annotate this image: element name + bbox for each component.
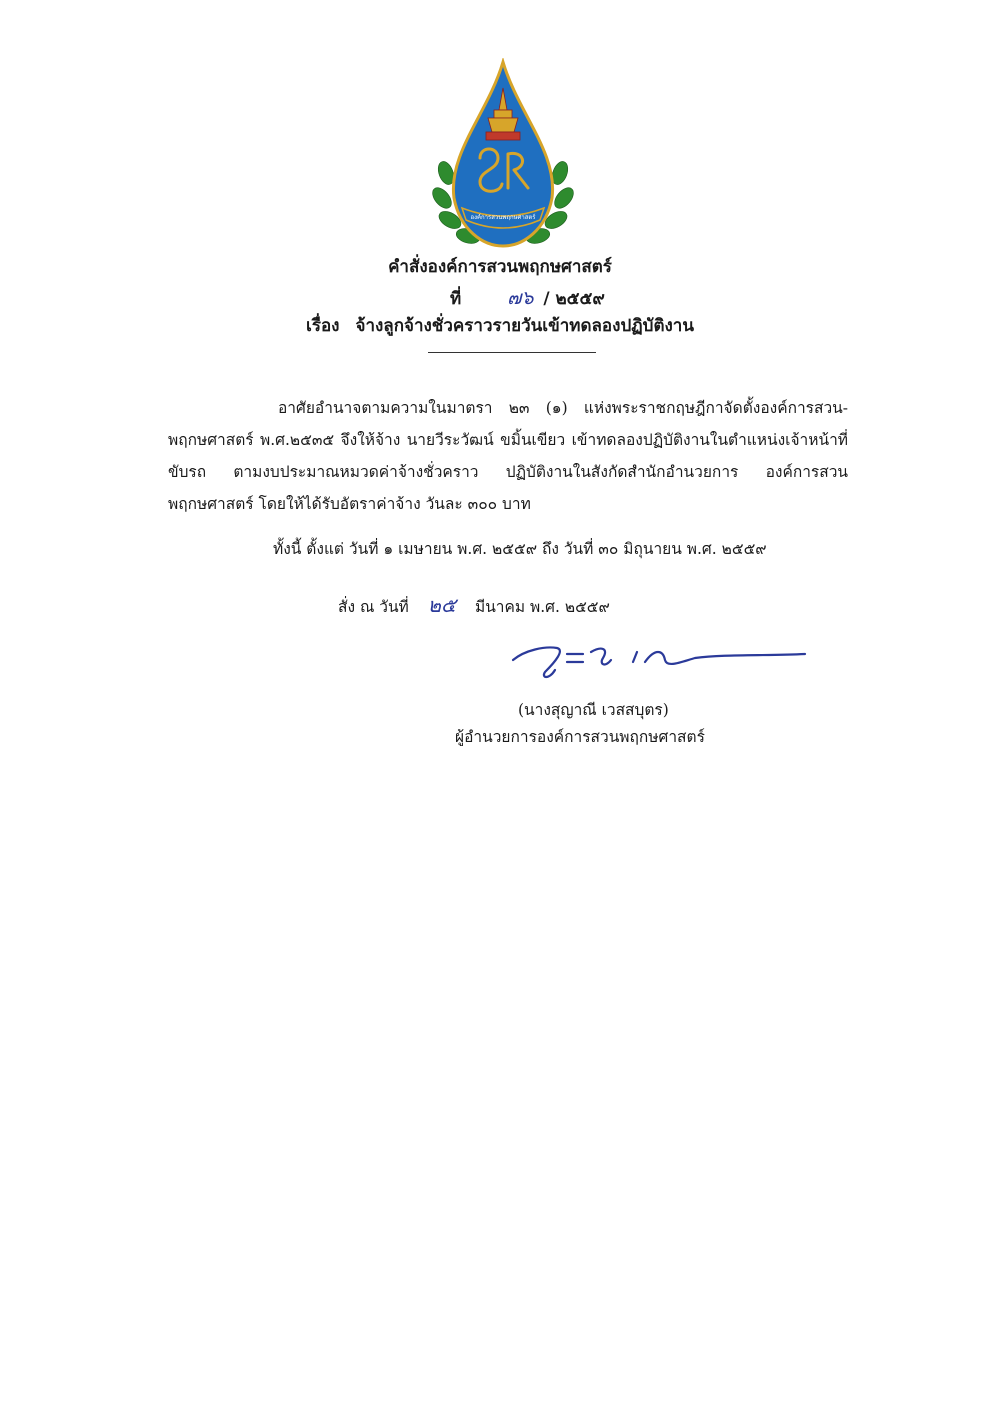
order-date — [338, 589, 610, 621]
subject-line — [0, 312, 1000, 339]
order-number — [450, 283, 605, 313]
number-label: ที่ — [450, 289, 462, 309]
document-title: คำสั่งองค์การสวนพฤกษศาสตร์ — [388, 257, 612, 277]
number-suffix: / ๒๕๕๙ — [543, 289, 605, 309]
botanical-garden-emblem — [428, 58, 578, 253]
subject-text: จ้างลูกจ้างชั่วคราวรายวันเข้าทดลองปฏิบัติงาน — [355, 316, 694, 336]
number-handwritten: ๗๖ — [507, 287, 534, 309]
signer-title: ผู้อำนวยการองค์การสวนพฤกษศาสตร์ — [455, 728, 705, 746]
order-date-prefix: สั่ง ณ วันที่ — [338, 598, 409, 616]
order-day-handwritten: ๒๕ — [427, 593, 457, 617]
header-divider — [428, 352, 596, 353]
signer-name: (นางสุญาณี เวสสบุตร) — [518, 701, 669, 719]
emblem-ribbon-text: องค์การสวนพฤกษศาสตร์ — [470, 214, 536, 221]
order-month-year: มีนาคม พ.ศ. ๒๕๕๙ — [474, 598, 610, 616]
order-body-paragraph: อาศัยอำนาจตามความในมาตรา ๒๓ (๑) แห่งพระราชกฤษฎีกาจัดตั้งองค์การสวน-พฤกษศาสตร์ พ.ศ.๒๕๓๕ จึงให้จ้าง นายวีระวัฒน์ ขมิ้นเขียว เข้าทดลองปฏิบัติงานในตำแหน่งเจ้าหน้าที่ขับรถ ตามงบประมาณหมวดค่าจ้างชั่วคราว ปฏิบัติงานในสังกัดสำนักอำนวยการ องค์การสวนพฤกษศาสตร์ โดยให้ได้รับอัตราค่าจ้าง วันละ ๓๐๐ บาท — [168, 399, 848, 513]
subject-label: เรื่อง — [306, 316, 340, 336]
order-duration: ทั้งนี้ ตั้งแต่ วันที่ ๑ เมษายน พ.ศ. ๒๕๕๙ ถึง วันที่ ๓๐ มิถุนายน พ.ศ. ๒๕๕๙ — [273, 540, 767, 558]
handwritten-signature — [505, 628, 815, 688]
